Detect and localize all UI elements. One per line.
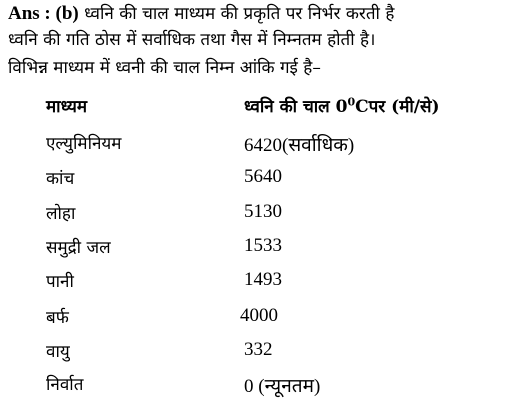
- row-speed: 1533: [244, 235, 282, 256]
- answer-label: Ans : (b): [8, 3, 79, 24]
- row-speed: 0 (न्यूनतम): [244, 376, 321, 397]
- row-medium: निर्वात: [46, 375, 84, 395]
- table-row: [0, 305, 516, 335]
- row-medium: वायु: [46, 342, 70, 362]
- table-row: [0, 166, 516, 196]
- answer-line-2: [8, 27, 514, 54]
- row-speed: 332: [244, 339, 273, 360]
- row-medium: कांच: [46, 169, 75, 189]
- row-speed: 5640: [244, 166, 282, 187]
- table-row: [0, 339, 516, 369]
- answer-line-1-text: ध्वनि की चाल माध्यम की प्रकृति पर निर्भर करती है: [84, 4, 395, 24]
- row-medium: समुद्री जल: [46, 238, 111, 258]
- header-speed-suffix: Cपर (मी/से): [355, 97, 440, 117]
- header-speed: [244, 94, 440, 117]
- row-speed: 4000: [240, 305, 278, 326]
- answer-line-2-text: ध्वनि की गति ठोस में सर्वाधिक तथा गैस में निम्नतम होती है।: [8, 30, 376, 50]
- row-medium: लोहा: [46, 204, 76, 224]
- table-row: [0, 372, 516, 402]
- row-medium: बर्फ: [46, 308, 69, 328]
- table-header: [0, 94, 516, 124]
- table-row: [0, 269, 516, 299]
- table-row: [0, 131, 516, 161]
- row-speed: 6420(सर्वाधिक): [244, 135, 355, 156]
- table-row: [0, 201, 516, 231]
- answer-line-3-text: विभिन्न माध्यम में ध्वनी की चाल निम्न आंकि गई है–: [8, 58, 321, 78]
- row-medium: एल्युमिनियम: [46, 134, 122, 154]
- table-row: [0, 235, 516, 265]
- row-medium: पानी: [46, 272, 74, 292]
- header-speed-prefix: ध्वनि की चाल 0: [244, 97, 348, 117]
- row-speed: 5130: [244, 201, 282, 222]
- row-speed: 1493: [244, 269, 282, 290]
- answer-line-3: [8, 55, 514, 82]
- header-speed-superscript: 0: [347, 95, 356, 109]
- header-medium: माध्यम: [46, 97, 87, 117]
- answer-line-1: [8, 0, 514, 28]
